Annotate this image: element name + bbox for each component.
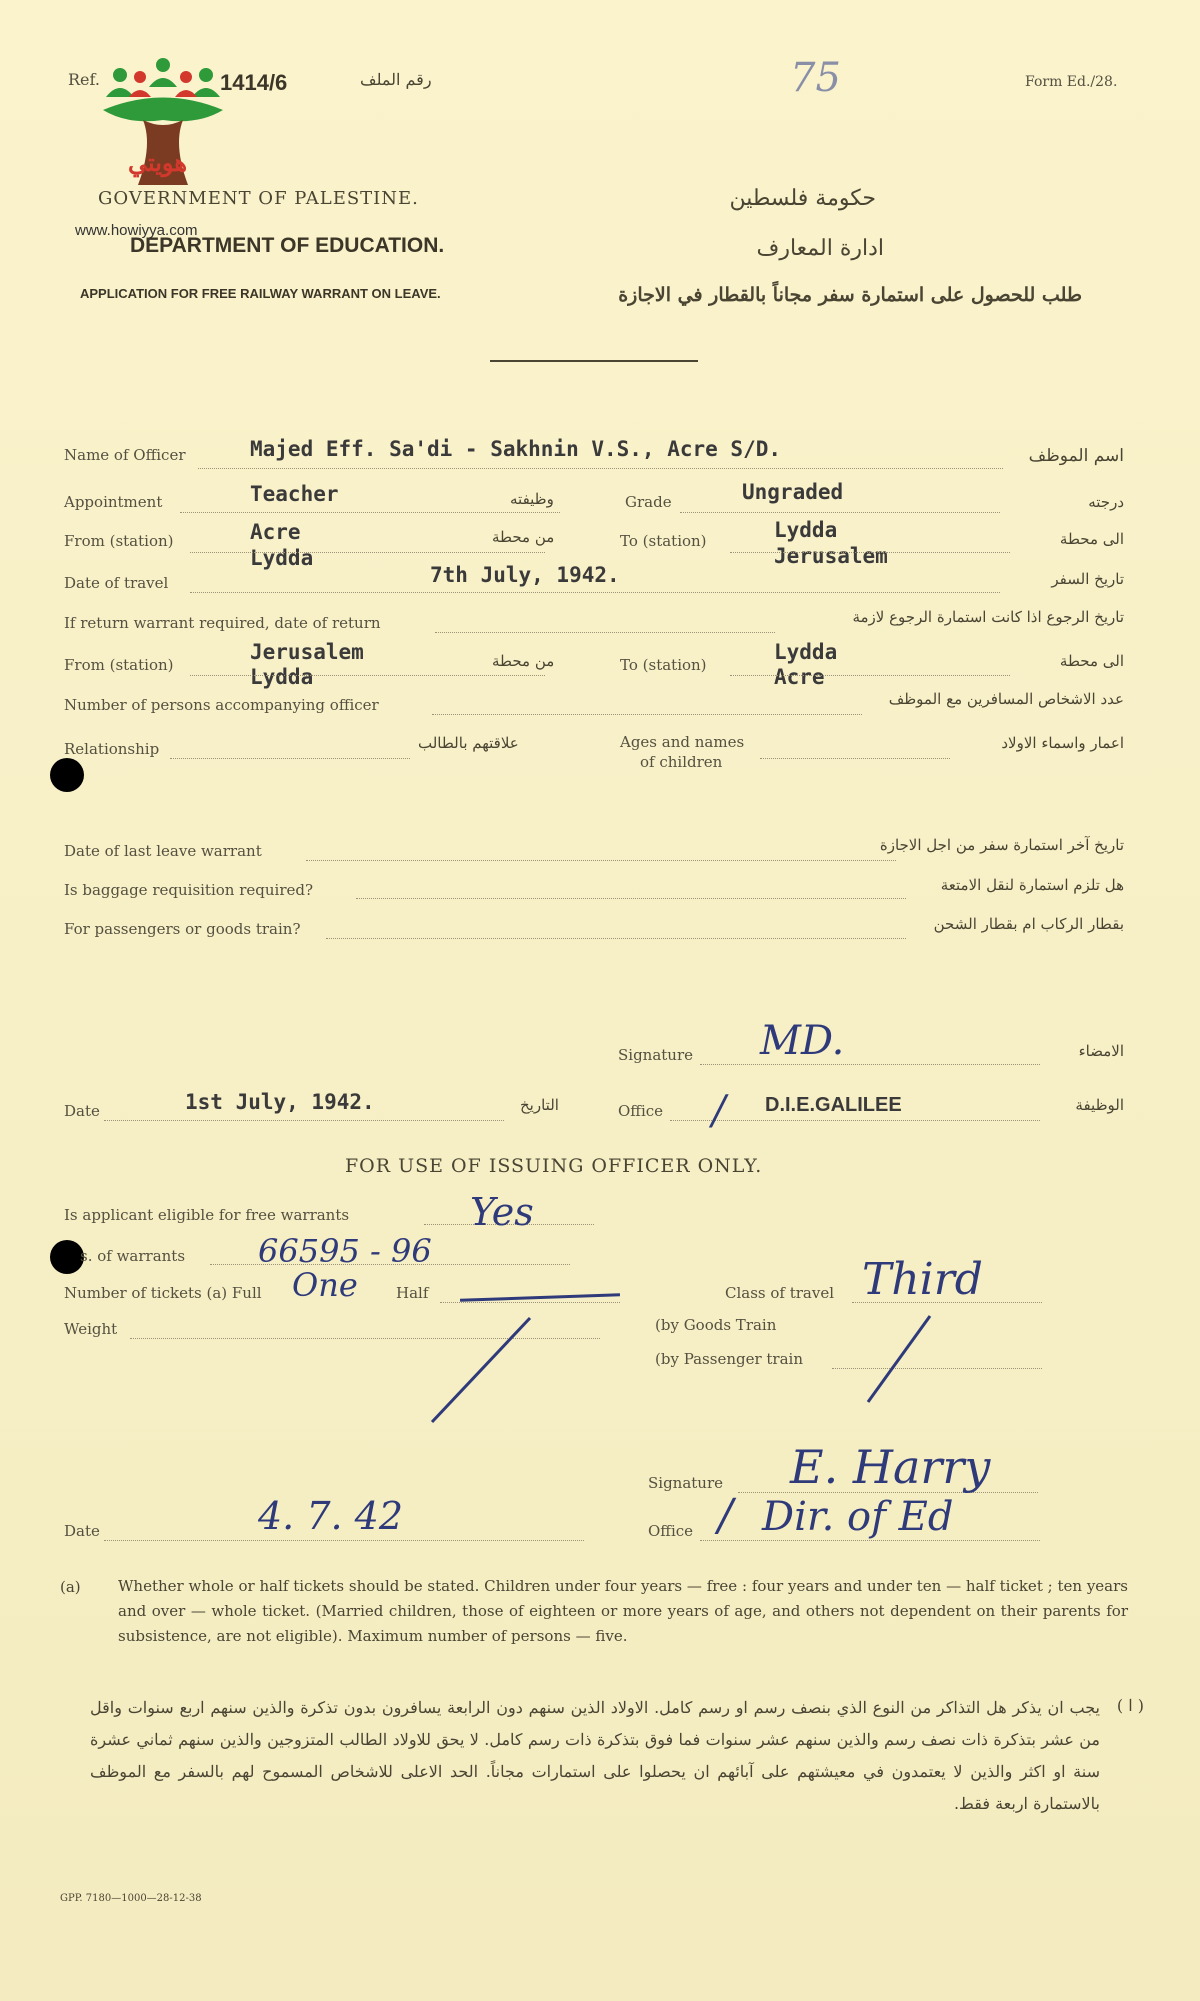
baggage-label-arabic: هل تلزم استمارة لنقل الامتعة xyxy=(940,876,1124,894)
issue-date-value: 4. 7. 42 xyxy=(258,1494,404,1538)
return-to-label: To (station) xyxy=(620,656,707,674)
class-of-travel-value: Third xyxy=(862,1254,983,1305)
issuer-signature-label: Signature xyxy=(648,1474,724,1492)
train-type-label-arabic: بقطار الركاب ام بقطار الشحن xyxy=(933,915,1124,933)
half-label: Half xyxy=(396,1284,429,1302)
note-marker: (a) xyxy=(60,1578,81,1596)
office-label-arabic: الوظيفة xyxy=(1075,1096,1124,1114)
ref-arabic: رقم الملف xyxy=(360,70,432,89)
name-label-arabic: اسم الموظف xyxy=(1028,446,1124,466)
form-title: APPLICATION FOR FREE RAILWAY WARRANT ON LEAVE. xyxy=(80,286,441,301)
last-leave-line xyxy=(306,860,896,861)
date-label: Date xyxy=(64,1102,100,1120)
relationship-label-arabic: علاقتهم بالطالب xyxy=(418,734,519,752)
return-to-line xyxy=(730,675,1010,676)
date-line xyxy=(104,1120,504,1121)
watermark-url: www.howiyya.com xyxy=(75,222,198,239)
persons-label: Number of persons accompanying officer xyxy=(64,696,379,714)
grade-line xyxy=(680,512,1000,513)
warrants-value: 66595 - 96 xyxy=(258,1232,432,1270)
office-value[interactable]: D.I.E.GALILEE xyxy=(765,1094,902,1116)
eligible-label: Is applicant eligible for free warrants xyxy=(64,1206,350,1224)
issuer-signature: E. Harry xyxy=(790,1440,991,1494)
return-from-value-1[interactable]: Jerusalem xyxy=(250,640,364,664)
issuing-section-title: FOR USE OF ISSUING OFFICER ONLY. xyxy=(345,1155,763,1177)
grade-label: Grade xyxy=(625,493,672,511)
form-number: Form Ed./28. xyxy=(1025,74,1118,90)
relationship-label: Relationship xyxy=(64,740,160,758)
application-date-value[interactable]: 1st July, 1942. xyxy=(185,1090,375,1114)
baggage-label: Is baggage requisition required? xyxy=(64,881,314,899)
tickets-value: One xyxy=(292,1266,358,1304)
half-strike-mark xyxy=(460,1293,620,1302)
tickets-label: Number of tickets (a) Full xyxy=(64,1284,262,1302)
government-title: GOVERNMENT OF PALESTINE. xyxy=(98,188,419,209)
persons-label-arabic: عدد الاشخاص المسافرين مع الموظف xyxy=(888,690,1124,708)
issue-date-label: Date xyxy=(64,1522,100,1540)
date-of-travel-label: Date of travel xyxy=(64,574,169,592)
from-station-label-arabic: من محطة xyxy=(492,528,555,546)
arabic-note-marker: ( ا ) xyxy=(1116,1696,1144,1715)
from-station-value-2[interactable]: Lydda xyxy=(250,546,314,570)
return-date-line xyxy=(435,632,775,633)
weight-strike-mark xyxy=(420,1310,540,1430)
date-label-arabic: التاريخ xyxy=(520,1096,559,1114)
appointment-value[interactable]: Teacher xyxy=(250,482,339,506)
signature-label: Signature xyxy=(618,1046,694,1064)
name-line xyxy=(198,468,1003,469)
return-from-label: From (station) xyxy=(64,656,174,674)
punch-hole xyxy=(50,758,84,792)
ref-number: 1414/6 xyxy=(220,70,288,95)
issuer-office-slash-mark: / xyxy=(718,1490,733,1541)
return-from-value-2[interactable]: Lydda xyxy=(250,665,314,689)
english-note: Whether whole or half tickets should be stated. Children under four years — free : four years and under ten — half ticket ; ten years and over — whole ticket. (Married children, those of eighteen or more years of age, and others not dependent on their parents for subsistence, are not eligible). Maximum number of persons — five. xyxy=(118,1577,1128,1645)
to-station-label-arabic: الى محطة xyxy=(1059,530,1124,548)
return-from-line xyxy=(190,675,545,676)
issue-date-line xyxy=(104,1540,584,1541)
warrants-label: s. of warrants xyxy=(80,1247,186,1265)
return-date-label: If return warrant required, date of return xyxy=(64,614,381,632)
department-title: DEPARTMENT OF EDUCATION. xyxy=(130,234,445,257)
date-of-travel-value[interactable]: 7th July, 1942. xyxy=(430,563,620,587)
ages-label: Ages and names xyxy=(620,733,745,751)
last-leave-label: Date of last leave warrant xyxy=(64,842,262,860)
to-station-value-1[interactable]: Lydda xyxy=(774,518,838,542)
signature-label-arabic: الامضاء xyxy=(1078,1042,1124,1060)
return-date-label-arabic: تاريخ الرجوع اذا كانت استمارة الرجوع لازمة xyxy=(852,608,1124,626)
relationship-line xyxy=(170,758,410,759)
form-title-arabic: طلب للحصول على استمارة سفر مجاناً بالقطار في الاجازة xyxy=(618,284,1082,306)
punch-hole-2 xyxy=(50,1240,84,1274)
ages-label-2: of children xyxy=(640,753,723,771)
return-to-value-1[interactable]: Lydda xyxy=(774,640,838,664)
train-strike-mark xyxy=(860,1310,940,1410)
appointment-label: Appointment xyxy=(64,493,163,511)
passenger-train-label: (by Passenger train xyxy=(655,1350,804,1368)
baggage-line xyxy=(356,898,906,899)
ref-label: Ref. xyxy=(68,70,100,89)
from-line xyxy=(190,552,545,553)
ages-label-arabic: اعمار واسماء الاولاد xyxy=(1001,734,1124,752)
signature-line xyxy=(700,1064,1040,1065)
handwritten-page-number: 75 xyxy=(790,55,841,101)
class-of-travel-label: Class of travel xyxy=(725,1284,835,1302)
department-title-arabic: ادارة المعارف xyxy=(756,236,884,261)
date-of-travel-label-arabic: تاريخ السفر xyxy=(1051,570,1124,588)
officer-name-value[interactable]: Majed Eff. Sa'di - Sakhnin V.S., Acre S/D. xyxy=(250,437,782,461)
from-station-label: From (station) xyxy=(64,532,174,550)
office-label: Office xyxy=(618,1102,664,1120)
grade-label-arabic: درجته xyxy=(1088,493,1124,511)
office-line xyxy=(670,1120,1040,1121)
government-title-arabic: حكومة فلسطين xyxy=(729,186,876,211)
date-of-travel-line xyxy=(190,592,1000,593)
to-line xyxy=(730,552,1010,553)
title-rule xyxy=(490,360,698,362)
watermark-text: هويتي xyxy=(128,148,187,177)
train-type-line xyxy=(326,938,906,939)
issuer-office-value: Dir. of Ed xyxy=(762,1494,954,1540)
appointment-label-arabic: وظيفته xyxy=(510,490,554,508)
ages-line xyxy=(760,758,950,759)
appointment-line xyxy=(180,512,560,513)
to-station-value-2[interactable]: Jerusalem xyxy=(774,544,888,568)
return-to-value-2[interactable]: Acre xyxy=(774,665,825,689)
goods-train-label: (by Goods Train xyxy=(655,1316,777,1334)
weight-label: Weight xyxy=(64,1320,118,1338)
train-type-label: For passengers or goods train? xyxy=(64,920,301,938)
office-slash-mark: / xyxy=(712,1088,726,1134)
arabic-note: يجب ان يذكر هل التذاكر من النوع الذي بنصف رسم او رسم كامل. الاولاد الذين سنهم دون الرابعة يسافرون بدون تذكرة والذين سنهم اربع سنوات واقل من عشر بتذكرة ذات نصف رسم والذين سنهم عشر سنوات فما فوق بتذكرة ذات رسم كامل. لا يحق للاولاد الطالب المتزوجين والذين سنهم ثماني عشرة سنة او اكثر والذين لا يعتمدون في معيشتهم على آبائهم ان يحصلوا على استمارات مجاناً. الحد الاعلى للاشخاص المسموح لهم بالسفر مع الموظف بالاستمارة اربعة فقط. xyxy=(90,1698,1100,1813)
grade-value[interactable]: Ungraded xyxy=(742,480,844,504)
to-station-label: To (station) xyxy=(620,532,707,550)
applicant-signature: MD. xyxy=(760,1018,845,1064)
name-label: Name of Officer xyxy=(64,446,186,464)
persons-line xyxy=(432,714,862,715)
eligible-value: Yes xyxy=(470,1190,534,1234)
issuer-office-label: Office xyxy=(648,1522,694,1540)
return-from-label-arabic: من محطة xyxy=(492,652,555,670)
from-station-value-1[interactable]: Acre xyxy=(250,520,301,544)
half-line xyxy=(440,1302,620,1303)
last-leave-label-arabic: تاريخ آخر استمارة سفر من اجل الاجازة xyxy=(879,836,1124,854)
return-to-label-arabic: الى محطة xyxy=(1059,652,1124,670)
printer-footer: GPP. 7180—1000—28-12-38 xyxy=(60,1893,202,1904)
issuer-office-line xyxy=(700,1540,1040,1541)
